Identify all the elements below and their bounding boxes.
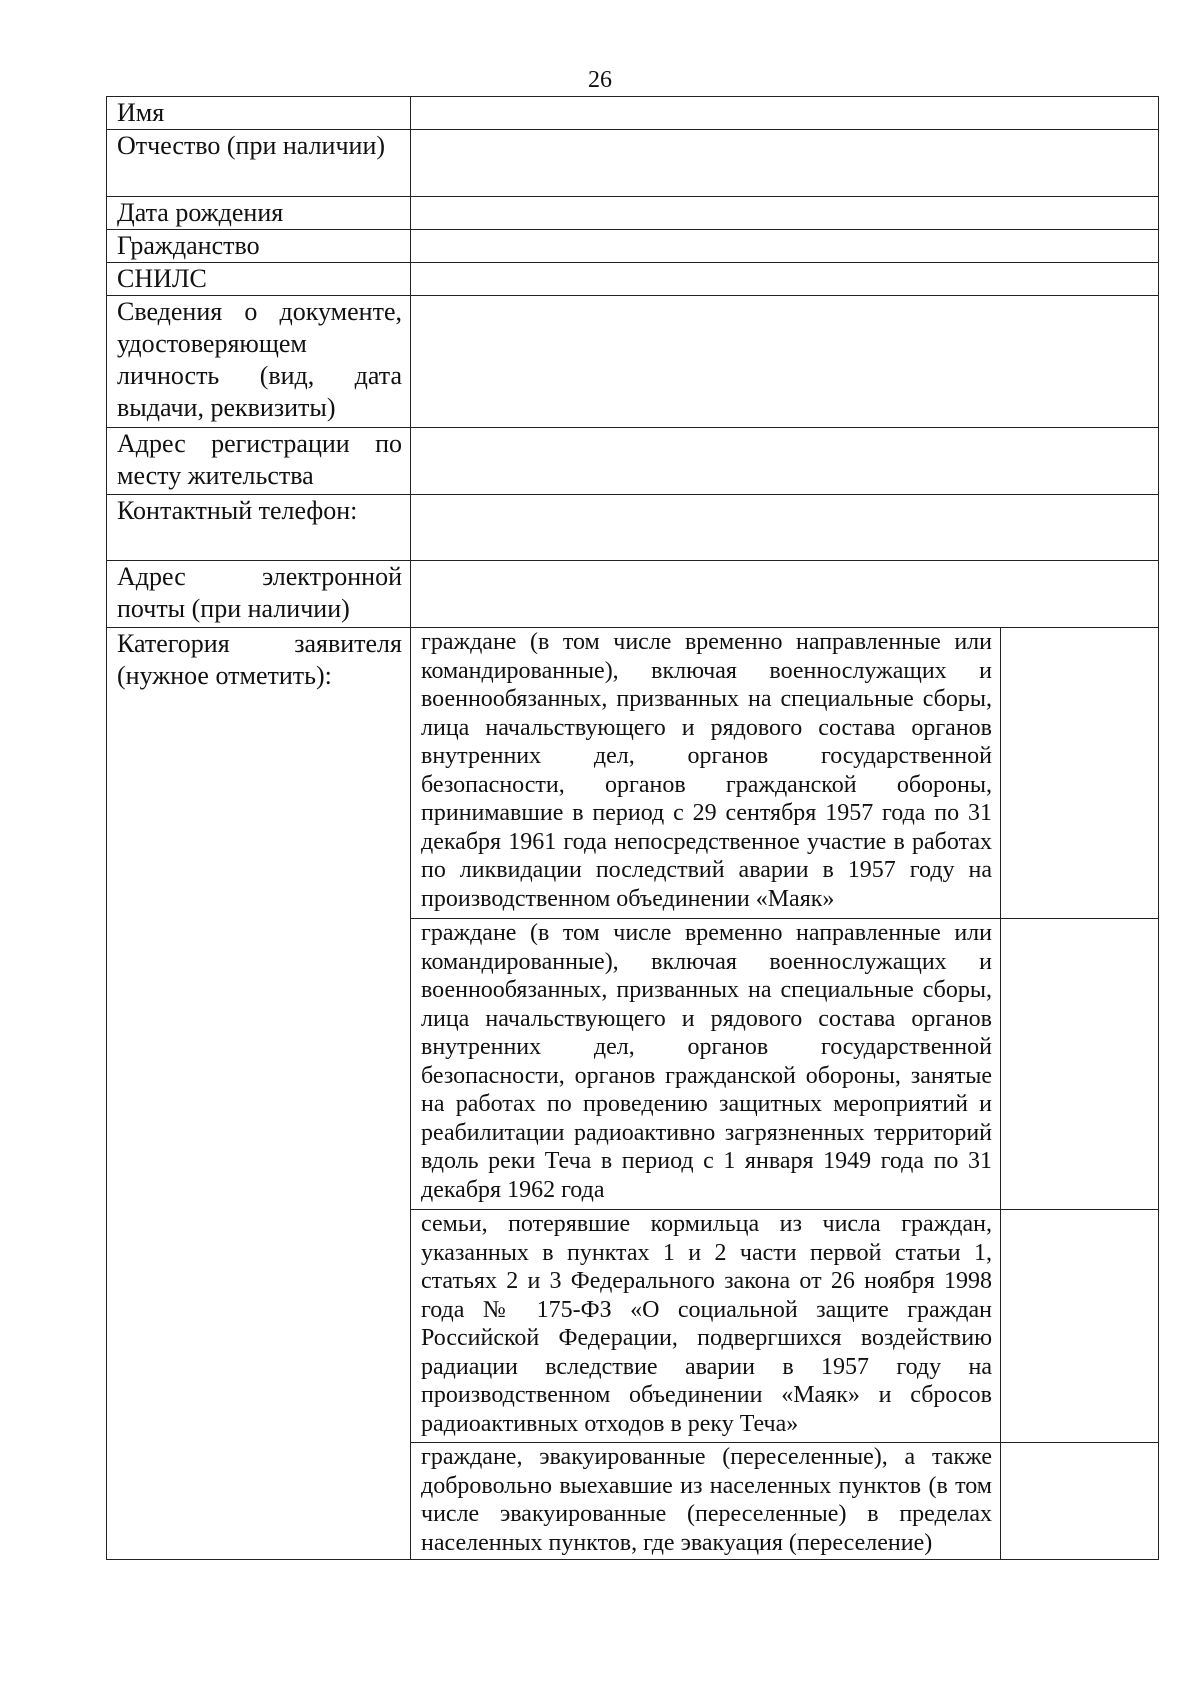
category-label: Категория заявителя (нужное отметить): bbox=[107, 628, 411, 1560]
field-value-snils[interactable] bbox=[411, 263, 1159, 296]
page-number: 26 bbox=[588, 67, 612, 93]
field-label-email: Адрес электронной почты (при наличии) bbox=[107, 561, 411, 628]
field-label-birth-date: Дата рождения bbox=[107, 197, 411, 230]
row-contact-phone bbox=[107, 495, 1159, 561]
row-birth-date bbox=[107, 197, 1159, 230]
field-value-citizenship[interactable] bbox=[411, 230, 1159, 263]
field-value-birth-date[interactable] bbox=[411, 197, 1159, 230]
field-label-contact-phone: Контактный телефон: bbox=[107, 495, 411, 561]
field-value-email[interactable] bbox=[411, 561, 1159, 628]
field-label-identity-document: Сведения о документе, удостоверяющем личность (вид, дата выдачи, реквизиты) bbox=[107, 296, 411, 428]
field-label-first-name: Имя bbox=[107, 97, 411, 130]
category-option-text: граждане (в том числе временно направленные или командированные), включая военнослужащих и военнообязанных, призванных на специальные сборы, лица начальствующего и рядового состава органов внутренних дел, органов государственной безопасности, органов гражданской обороны, занятые на работах по проведению защитных мероприятий и реабилитации радиоактивно загрязненных территорий вдоль реки Теча в период с 1 января 1949 года по 31 декабря 1962 года bbox=[411, 919, 1001, 1210]
application-form-table bbox=[106, 96, 1159, 1560]
field-label-patronymic: Отчество (при наличии) bbox=[107, 130, 411, 197]
row-email bbox=[107, 561, 1159, 628]
category-option-checkbox[interactable] bbox=[1001, 1443, 1159, 1560]
row-identity-document bbox=[107, 296, 1159, 428]
category-option-checkbox[interactable] bbox=[1001, 628, 1159, 919]
category-option-checkbox[interactable] bbox=[1001, 1210, 1159, 1443]
field-value-first-name[interactable] bbox=[411, 97, 1159, 130]
category-option-checkbox[interactable] bbox=[1001, 919, 1159, 1210]
field-value-registration-address[interactable] bbox=[411, 428, 1159, 495]
row-registration-address bbox=[107, 428, 1159, 495]
field-value-contact-phone[interactable] bbox=[411, 495, 1159, 561]
category-option-text: граждане, эвакуированные (переселенные), а также добровольно выехавшие из населенных пунктов (в том числе эвакуированные (переселенные) в пределах населенных пунктов, где эвакуация (переселение) bbox=[411, 1443, 1001, 1560]
row-patronymic bbox=[107, 130, 1159, 197]
field-label-snils: СНИЛС bbox=[107, 263, 411, 296]
field-value-identity-document[interactable] bbox=[411, 296, 1159, 428]
row-snils bbox=[107, 263, 1159, 296]
field-label-registration-address: Адрес регистрации по месту жительства bbox=[107, 428, 411, 495]
row-citizenship bbox=[107, 230, 1159, 263]
row-first-name bbox=[107, 97, 1159, 130]
field-value-patronymic[interactable] bbox=[411, 130, 1159, 197]
field-label-citizenship: Гражданство bbox=[107, 230, 411, 263]
row-category-option-1 bbox=[107, 628, 1159, 919]
category-option-text: граждане (в том числе временно направленные или командированные), включая военнослужащих и военнообязанных, призванных на специальные сборы, лица начальствующего и рядового состава органов внутренних дел, органов государственной безопасности, органов гражданской обороны, принимавшие в период с 29 сентября 1957 года по 31 декабря 1961 года непосредственное участие в работах по ликвидации последствий аварии в 1957 году на производственном объединении «Маяк» bbox=[411, 628, 1001, 919]
category-option-text: семьи, потерявшие кормильца из числа граждан, указанных в пунктах 1 и 2 части первой статьи 1, статьях 2 и 3 Федерального закона от 26 ноября 1998 года № 175-ФЗ «О социальной защите граждан Российской Федерации, подвергшихся воздействию радиации вследствие аварии в 1957 году на производственном объединении «Маяк» и сбросов радиоактивных отходов в реку Теча» bbox=[411, 1210, 1001, 1443]
